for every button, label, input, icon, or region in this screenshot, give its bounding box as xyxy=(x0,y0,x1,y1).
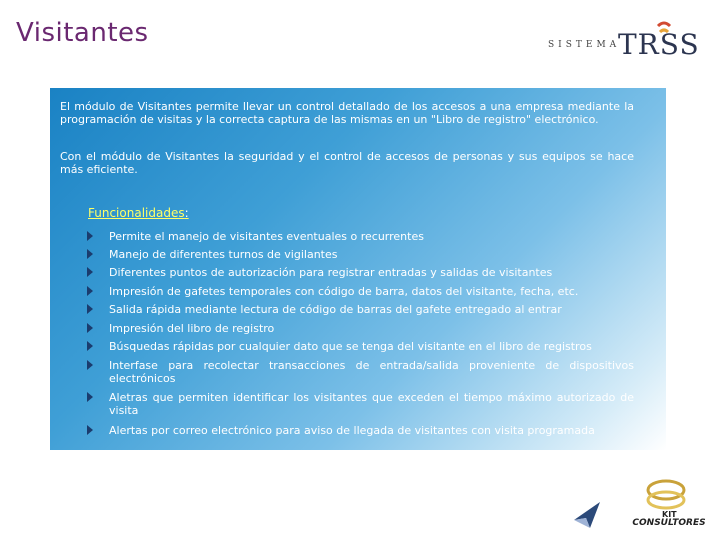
kit-brand-text: KIT xyxy=(662,510,677,518)
kit-swirl-icon xyxy=(624,476,714,518)
bullet-arrow-icon xyxy=(87,249,93,259)
funcionalidades-label: Funcionalidades xyxy=(88,206,185,220)
logo-name: TRSS xyxy=(618,28,700,61)
feature-text: Permite el manejo de visitantes eventuales o recurrentes xyxy=(109,230,424,243)
bullet-arrow-icon xyxy=(87,341,93,351)
list-item xyxy=(86,424,634,437)
bullet-arrow-icon xyxy=(87,231,93,241)
list-item xyxy=(86,266,634,279)
nav-arrow-icon[interactable] xyxy=(570,498,606,534)
feature-text: Manejo de diferentes turnos de vigilantes xyxy=(109,248,338,261)
feature-text: Impresión del libro de registro xyxy=(109,322,275,335)
bullet-arrow-icon xyxy=(87,267,93,277)
bullet-arrow-icon xyxy=(87,360,93,370)
funcionalidades-heading xyxy=(88,206,189,220)
bullet-arrow-icon xyxy=(87,425,93,435)
kit-company-text: CONSULTORES xyxy=(632,518,706,528)
feature-list xyxy=(86,230,634,437)
feature-text: Alertas por correo electrónico para aviso de llegada de visitantes con visita programada xyxy=(109,424,595,437)
feature-text: Salida rápida mediante lectura de código de barras del gafete entregado al entrar xyxy=(109,303,562,316)
bullet-arrow-icon xyxy=(87,392,93,402)
feature-text: Interfase para recolectar transacciones de entrada/salida proveniente de dispositivos electrónicos xyxy=(109,359,634,385)
list-item xyxy=(86,303,634,316)
list-item xyxy=(86,340,634,353)
bullet-arrow-icon xyxy=(87,323,93,333)
bullet-arrow-icon xyxy=(87,286,93,296)
feature-text: Aletras que permiten identificar los visitantes que exceden el tiempo máximo autorizado de visita xyxy=(109,391,634,417)
list-item xyxy=(86,248,634,261)
feature-text: Búsquedas rápidas por cualquier dato que se tenga del visitante en el libro de registros xyxy=(109,340,592,353)
logo-mark-icon xyxy=(654,20,674,56)
logo-prefix: SISTEMA xyxy=(548,40,621,50)
intro-paragraph: El módulo de Visitantes permite llevar un control detallado de los accesos a una empresa mediante la programación de visitas y la correcta captura de las mismas en un "Libro de registro" electrónico. xyxy=(60,100,634,126)
content-panel xyxy=(50,88,666,450)
feature-text: Impresión de gafetes temporales con código de barra, datos del visitante, fecha, etc. xyxy=(109,285,579,298)
page-title: Visitantes xyxy=(16,18,149,48)
feature-text: Diferentes puntos de autorización para registrar entradas y salidas de visitantes xyxy=(109,266,553,279)
list-item xyxy=(86,230,634,243)
list-item xyxy=(86,359,634,385)
list-item xyxy=(86,391,634,417)
efficiency-paragraph: Con el módulo de Visitantes la seguridad y el control de accesos de personas y sus equipos se hace más eficiente. xyxy=(60,150,634,176)
list-item xyxy=(86,285,634,298)
heading-colon: : xyxy=(184,206,189,220)
bullet-arrow-icon xyxy=(87,304,93,314)
kit-consultores-logo xyxy=(624,476,714,534)
list-item xyxy=(86,322,634,335)
